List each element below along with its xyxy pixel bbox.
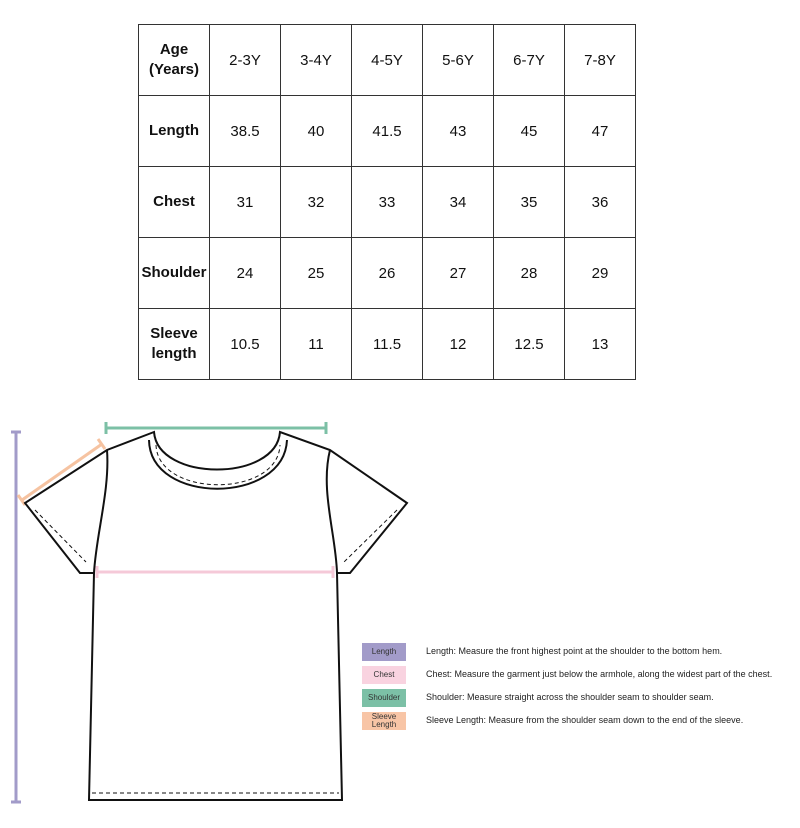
- legend-swatch-chest: Chest: [362, 666, 406, 684]
- legend-text-shoulder: Shoulder: Measure straight across the shoulder seam to shoulder seam.: [426, 692, 714, 702]
- table-cell: 35: [494, 167, 565, 238]
- legend-swatch-length: Length: [362, 643, 406, 661]
- table-cell: 32: [281, 167, 352, 238]
- table-cell: 38.5: [210, 96, 281, 167]
- table-cell: 28: [494, 238, 565, 309]
- legend-swatch-shoulder: Shoulder: [362, 689, 406, 707]
- table-cell: 11.5: [352, 309, 423, 380]
- table-cell: 34: [423, 167, 494, 238]
- table-row-chest: [139, 167, 636, 238]
- table-cell: 47: [565, 96, 636, 167]
- table-cell: 25: [281, 238, 352, 309]
- table-cell: 11: [281, 309, 352, 380]
- table-cell: 26: [352, 238, 423, 309]
- t-shirt-diagram: [0, 410, 800, 828]
- length-measure-line: [11, 432, 21, 802]
- t-shirt-outline-icon: [25, 432, 407, 800]
- header-cell-size: 7-8Y: [565, 25, 636, 96]
- table-cell: 33: [352, 167, 423, 238]
- header-cell-size: 2-3Y: [210, 25, 281, 96]
- header-cell-size: 4-5Y: [352, 25, 423, 96]
- legend-text-chest: Chest: Measure the garment just below the armhole, along the widest part of the chest.: [426, 669, 773, 679]
- table-cell: 43: [423, 96, 494, 167]
- table-cell: 13: [565, 309, 636, 380]
- table-cell: 36: [565, 167, 636, 238]
- legend-swatch-sleeve-length: Sleeve Length: [362, 712, 406, 730]
- legend-text-sleeve-length: Sleeve Length: Measure from the shoulder seam down to the end of the sleeve.: [426, 715, 744, 725]
- table-cell: 27: [423, 238, 494, 309]
- table-cell: 40: [281, 96, 352, 167]
- header-cell-age: Age (Years): [139, 25, 210, 96]
- table-row-shoulder: [139, 238, 636, 309]
- table-row-sleeve-length: [139, 309, 636, 380]
- table-cell: 12.5: [494, 309, 565, 380]
- size-chart-table: [138, 24, 636, 380]
- row-label: Sleeve length: [139, 309, 210, 380]
- table-cell: 12: [423, 309, 494, 380]
- header-cell-size: 6-7Y: [494, 25, 565, 96]
- table-cell: 29: [565, 238, 636, 309]
- table-cell: 31: [210, 167, 281, 238]
- table-cell: 10.5: [210, 309, 281, 380]
- table-header-row: [139, 25, 636, 96]
- row-label: Length: [139, 96, 210, 167]
- header-cell-size: 3-4Y: [281, 25, 352, 96]
- shoulder-measure-line: [106, 422, 326, 434]
- table-cell: 24: [210, 238, 281, 309]
- table-row-length: [139, 96, 636, 167]
- header-cell-size: 5-6Y: [423, 25, 494, 96]
- row-label: Shoulder: [139, 238, 210, 309]
- table-cell: 41.5: [352, 96, 423, 167]
- row-label: Chest: [139, 167, 210, 238]
- legend-text-length: Length: Measure the front highest point at the shoulder to the bottom hem.: [426, 646, 723, 656]
- table-cell: 45: [494, 96, 565, 167]
